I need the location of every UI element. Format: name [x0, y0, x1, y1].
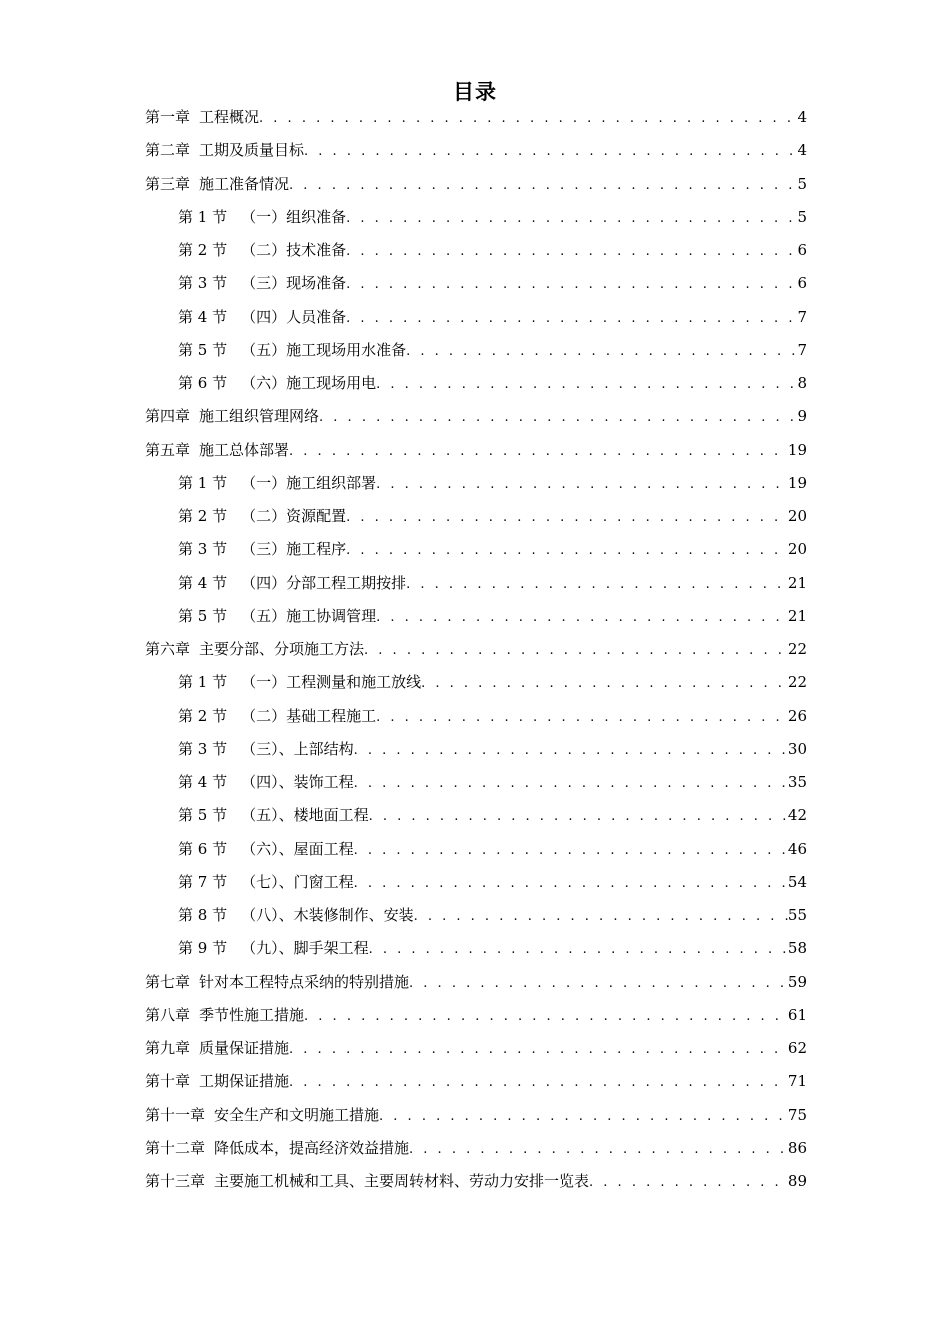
entry-page-number: 75 [787, 1105, 807, 1124]
toc-section-entry[interactable] [178, 733, 807, 766]
dot-leader [406, 568, 788, 601]
entry-label: 第 5 节 [178, 340, 228, 359]
entry-label: 第五章 [145, 440, 191, 459]
toc-section-entry[interactable] [178, 899, 807, 932]
dot-leader [259, 102, 797, 135]
toc-chapter-entry[interactable] [145, 633, 807, 666]
entry-page-number: 22 [787, 640, 807, 658]
entry-title: （三）施工程序 [241, 540, 347, 559]
entry-title: （一）工程测量和施工放线 [241, 673, 422, 692]
entry-title: （二）资源配置 [241, 507, 347, 525]
entry-title: 针对本工程特点采纳的特别措施 [199, 972, 410, 991]
entry-page-number: 58 [787, 939, 807, 958]
entry-title: （二）技术准备 [241, 241, 347, 259]
dot-leader [346, 302, 797, 335]
entry-title: 施工总体部署 [199, 440, 290, 459]
toc-chapter-entry[interactable] [145, 1099, 807, 1132]
entry-label: 第 9 节 [178, 939, 228, 958]
entry-label: 第九章 [145, 1039, 191, 1057]
dot-leader [289, 435, 788, 468]
entry-label: 第六章 [145, 640, 191, 658]
entry-label: 第十一章 [145, 1105, 206, 1124]
entry-title: （三）现场准备 [241, 274, 347, 293]
entry-page-number: 62 [787, 1039, 807, 1057]
dot-leader [289, 1066, 788, 1099]
toc-section-entry[interactable] [178, 367, 807, 400]
dot-leader [589, 1166, 788, 1199]
dot-leader [369, 800, 788, 833]
dot-leader [354, 834, 788, 867]
toc-section-entry[interactable] [178, 301, 807, 334]
entry-label: 第 3 节 [178, 540, 228, 559]
entry-title: 降低成本，提高经济效益措施 [214, 1138, 410, 1157]
entry-page-number: 26 [787, 706, 807, 725]
dot-leader [354, 767, 788, 800]
toc-chapter-entry[interactable] [145, 400, 807, 433]
entry-title: （九）、脚手架工程 [241, 939, 369, 958]
entry-page-number: 20 [787, 507, 807, 525]
dot-leader [376, 368, 797, 401]
toc-chapter-entry[interactable] [145, 1032, 807, 1065]
entry-label: 第十三章 [145, 1172, 206, 1190]
toc-section-entry[interactable] [178, 467, 807, 500]
entry-label: 第十章 [145, 1072, 191, 1091]
dot-leader [364, 634, 788, 667]
toc-chapter-entry[interactable] [145, 999, 807, 1032]
entry-page-number: 5 [797, 207, 807, 226]
entry-title: （五）施工协调管理 [241, 606, 377, 625]
entry-page-number: 7 [797, 340, 807, 359]
entry-page-number: 21 [787, 606, 807, 625]
dot-leader [346, 235, 797, 268]
entry-page-number: 61 [787, 1005, 807, 1024]
entry-page-number: 7 [797, 307, 807, 326]
dot-leader [346, 534, 788, 567]
entry-label: 第 1 节 [178, 473, 228, 492]
toc-chapter-entry[interactable] [145, 434, 807, 467]
entry-label: 第 8 节 [178, 906, 228, 924]
toc-section-entry[interactable] [178, 700, 807, 733]
entry-label: 第 6 节 [178, 839, 228, 858]
entry-title: （六）施工现场用电 [241, 374, 377, 392]
entry-label: 第 4 节 [178, 773, 228, 791]
entry-page-number: 55 [787, 906, 807, 924]
toc-chapter-entry[interactable] [145, 134, 807, 167]
entry-title: 主要施工机械和工具、主要周转材料、劳动力安排一览表 [214, 1172, 590, 1190]
entry-page-number: 4 [797, 108, 807, 126]
entry-title: 工程概况 [199, 108, 260, 126]
toc-chapter-entry[interactable] [145, 966, 807, 999]
dot-leader [376, 601, 788, 634]
entry-page-number: 89 [787, 1172, 807, 1190]
entry-page-number: 8 [797, 374, 807, 392]
toc-section-entry[interactable] [178, 932, 807, 965]
entry-page-number: 46 [787, 839, 807, 858]
dot-leader [354, 734, 788, 767]
dot-leader [289, 1033, 788, 1066]
entry-label: 第七章 [145, 972, 191, 991]
entry-title: 主要分部、分项施工方法 [199, 640, 365, 658]
dot-leader [304, 135, 797, 168]
dot-leader [406, 335, 797, 368]
entry-label: 第十二章 [145, 1138, 206, 1157]
entry-label: 第八章 [145, 1005, 191, 1024]
entry-page-number: 20 [787, 540, 807, 559]
entry-label: 第二章 [145, 141, 191, 160]
toc-section-entry[interactable] [178, 334, 807, 367]
toc-section-entry[interactable] [178, 833, 807, 866]
dot-leader [369, 933, 788, 966]
entry-title: （六）、屋面工程 [241, 839, 354, 858]
entry-label: 第四章 [145, 407, 191, 426]
toc-section-entry[interactable] [178, 666, 807, 699]
entry-page-number: 19 [787, 440, 807, 459]
entry-title: （一）施工组织部署 [241, 473, 377, 492]
dot-leader [304, 1000, 788, 1033]
entry-page-number: 42 [787, 806, 807, 825]
entry-label: 第 7 节 [178, 872, 228, 891]
entry-page-number: 59 [787, 972, 807, 991]
toc-section-entry[interactable] [178, 866, 807, 899]
dot-leader [346, 202, 797, 235]
entry-label: 第 1 节 [178, 207, 228, 226]
entry-label: 第 3 节 [178, 739, 228, 758]
entry-page-number: 86 [787, 1138, 807, 1157]
toc-section-entry[interactable] [178, 600, 807, 633]
toc-section-entry[interactable] [178, 234, 807, 267]
entry-page-number: 6 [797, 274, 807, 293]
toc-section-entry[interactable] [178, 766, 807, 799]
toc-section-entry[interactable] [178, 567, 807, 600]
dot-leader [409, 1133, 788, 1166]
dot-leader [421, 667, 788, 700]
toc-section-entry[interactable] [178, 267, 807, 300]
entry-label: 第 5 节 [178, 806, 228, 825]
entry-page-number: 9 [797, 407, 807, 426]
entry-page-number: 6 [797, 241, 807, 259]
entry-title: （八）、木装修制作、安装 [241, 906, 414, 924]
entry-page-number: 5 [797, 174, 807, 193]
dot-leader [376, 468, 788, 501]
entry-page-number: 71 [787, 1072, 807, 1091]
entry-page-number: 21 [787, 573, 807, 592]
entry-page-number: 35 [787, 773, 807, 791]
toc-title: 目录 [453, 80, 497, 104]
dot-leader [346, 268, 797, 301]
entry-label: 第三章 [145, 174, 191, 193]
toc-chapter-entry[interactable] [145, 1065, 807, 1098]
entry-title: 施工组织管理网络 [199, 407, 320, 426]
entry-page-number: 30 [787, 739, 807, 758]
entry-title: 季节性施工措施 [199, 1005, 305, 1024]
entry-page-number: 54 [787, 872, 807, 891]
entry-title: 质量保证措施 [199, 1039, 290, 1057]
dot-leader [414, 900, 788, 933]
toc-chapter-entry[interactable] [145, 1165, 807, 1198]
entry-title: （二）基础工程施工 [241, 706, 377, 725]
entry-label: 第 4 节 [178, 307, 228, 326]
entry-title: （一）组织准备 [241, 207, 347, 226]
toc-section-entry[interactable] [178, 201, 807, 234]
entry-label: 第 6 节 [178, 374, 228, 392]
entry-title: 施工准备情况 [199, 174, 290, 193]
dot-leader [346, 501, 788, 534]
dot-leader [319, 401, 797, 434]
entry-label: 第一章 [145, 108, 191, 126]
dot-leader [409, 967, 788, 1000]
entry-title: 安全生产和文明施工措施 [214, 1105, 380, 1124]
toc-chapter-entry[interactable] [145, 168, 807, 201]
entry-page-number: 19 [787, 473, 807, 492]
entry-title: （七）、门窗工程 [241, 872, 354, 891]
entry-title: （四）分部工程工期按排 [241, 573, 407, 592]
entry-label: 第 2 节 [178, 706, 228, 725]
entry-page-number: 22 [787, 673, 807, 692]
dot-leader [289, 169, 797, 202]
entry-label: 第 2 节 [178, 507, 228, 525]
entry-title: （四）、装饰工程 [241, 773, 354, 791]
entry-label: 第 5 节 [178, 606, 228, 625]
entry-label: 第 3 节 [178, 274, 228, 293]
entry-label: 第 4 节 [178, 573, 228, 592]
dot-leader [354, 867, 788, 900]
dot-leader [376, 701, 788, 734]
toc-section-entry[interactable] [178, 533, 807, 566]
entry-title: （五）、楼地面工程 [241, 806, 369, 825]
dot-leader [379, 1100, 788, 1133]
toc-chapter-entry[interactable] [145, 101, 807, 134]
toc-chapter-entry[interactable] [145, 1132, 807, 1165]
toc-section-entry[interactable] [178, 799, 807, 832]
toc-section-entry[interactable] [178, 500, 807, 533]
entry-page-number: 4 [797, 141, 807, 160]
entry-label: 第 1 节 [178, 673, 228, 692]
entry-title: （三）、上部结构 [241, 739, 354, 758]
entry-label: 第 2 节 [178, 241, 228, 259]
entry-title: 工期及质量目标 [199, 141, 305, 160]
entry-title: （五）施工现场用水准备 [241, 340, 407, 359]
entry-title: （四）人员准备 [241, 307, 347, 326]
entry-title: 工期保证措施 [199, 1072, 290, 1091]
